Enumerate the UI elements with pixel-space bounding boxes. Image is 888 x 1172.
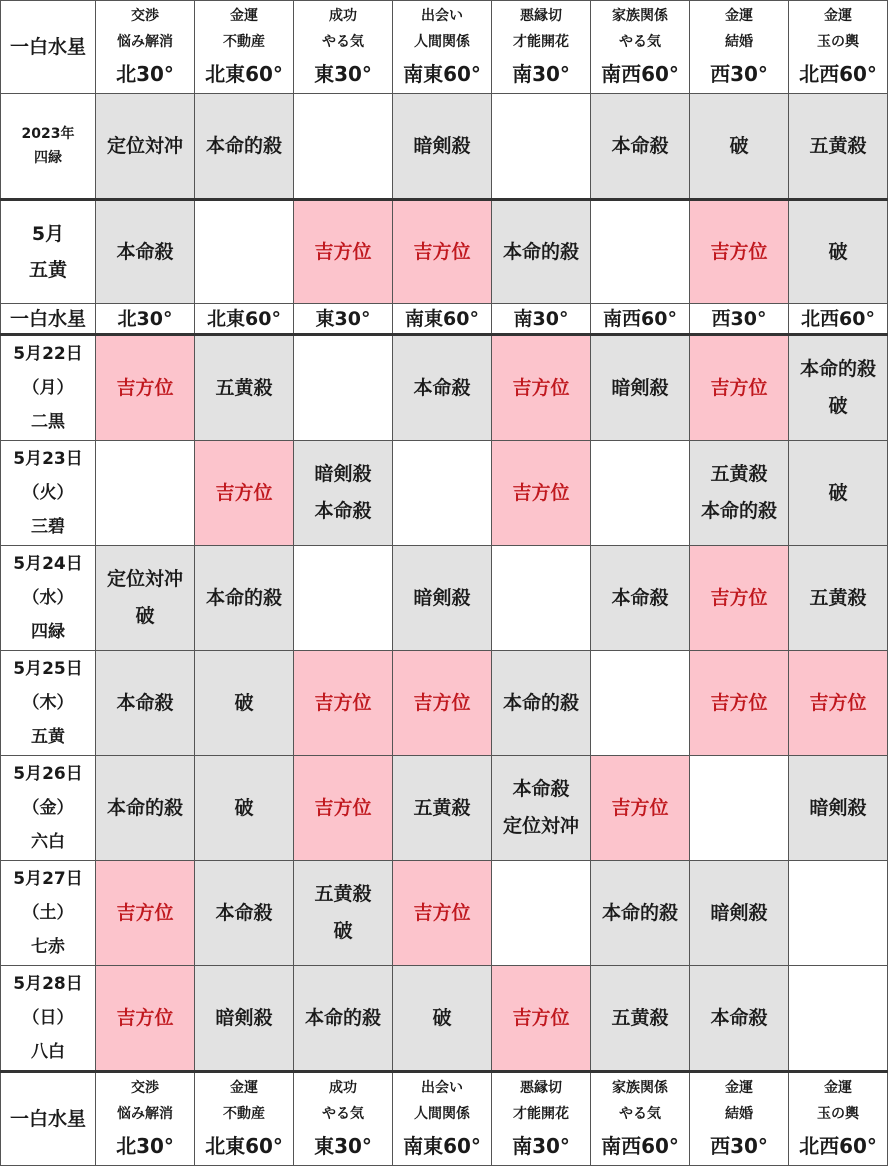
day-cell-text: 五黄殺 bbox=[215, 376, 273, 399]
header-direction: 北西60° bbox=[799, 1134, 877, 1158]
day-date: 5月25日 bbox=[13, 659, 83, 679]
direction-header bbox=[294, 1, 393, 94]
day-weekday: （月） bbox=[22, 378, 74, 398]
header-purpose-sub: 悩み解消 bbox=[117, 34, 173, 50]
day-cell-text: 本命的殺 bbox=[700, 500, 777, 522]
day-cell-text: 本命的殺 bbox=[205, 586, 282, 609]
day-cell-text: 暗剣殺 bbox=[314, 463, 372, 485]
day-cell-text: 吉方位 bbox=[314, 796, 372, 819]
year-cell bbox=[492, 94, 591, 200]
day-cell bbox=[393, 966, 492, 1072]
direction-row-cell: 西30° bbox=[690, 304, 789, 335]
direction-row bbox=[1, 304, 888, 335]
day-star: 五黄 bbox=[31, 727, 65, 747]
day-cell bbox=[195, 441, 294, 546]
month-label bbox=[1, 200, 96, 304]
day-cell bbox=[591, 546, 690, 651]
direction-header bbox=[96, 1, 195, 94]
day-cell bbox=[690, 335, 789, 441]
day-label bbox=[1, 546, 96, 651]
year-label bbox=[1, 94, 96, 200]
day-cell bbox=[492, 966, 591, 1072]
day-cell-text: 暗剣殺 bbox=[413, 586, 471, 609]
direction-row-cell: 北東60° bbox=[195, 304, 294, 335]
day-cell bbox=[195, 861, 294, 966]
day-cell bbox=[96, 861, 195, 966]
header-direction: 東30° bbox=[314, 62, 372, 86]
day-date: 5月23日 bbox=[13, 449, 83, 469]
day-cell bbox=[96, 335, 195, 441]
day-cell bbox=[195, 546, 294, 651]
day-cell-text: 暗剣殺 bbox=[710, 901, 768, 924]
day-cell bbox=[393, 546, 492, 651]
header-purpose: 金運 bbox=[725, 8, 753, 24]
header-purpose-sub: 玉の輿 bbox=[817, 1106, 859, 1122]
direction-header bbox=[195, 1, 294, 94]
day-cell bbox=[492, 546, 591, 651]
header-direction: 南東60° bbox=[403, 62, 481, 86]
direction-header bbox=[690, 1, 789, 94]
direction-row-cell: 南西60° bbox=[591, 304, 690, 335]
day-cell bbox=[96, 966, 195, 1072]
header-purpose: 金運 bbox=[230, 8, 258, 24]
day-cell-text: 本命殺 bbox=[314, 500, 372, 522]
day-row bbox=[1, 651, 888, 756]
day-cell-text: 吉方位 bbox=[710, 691, 768, 714]
day-row bbox=[1, 966, 888, 1072]
direction-row-cell: 北30° bbox=[96, 304, 195, 335]
day-label bbox=[1, 966, 96, 1072]
day-cell-text: 五黄殺 bbox=[314, 883, 372, 905]
day-cell-text: 五黄殺 bbox=[710, 463, 768, 485]
day-cell-text: 吉方位 bbox=[809, 691, 867, 714]
header-purpose: 金運 bbox=[230, 1080, 258, 1096]
day-cell bbox=[195, 651, 294, 756]
day-cell bbox=[393, 861, 492, 966]
day-cell bbox=[294, 441, 393, 546]
header-purpose-sub: やる気 bbox=[322, 1106, 364, 1122]
day-label bbox=[1, 756, 96, 861]
day-cell bbox=[591, 441, 690, 546]
day-weekday: （水） bbox=[22, 588, 74, 608]
month-cell: 破 bbox=[789, 200, 888, 304]
header-direction: 南西60° bbox=[601, 62, 679, 86]
header-direction: 北東60° bbox=[205, 62, 283, 86]
header-purpose: 金運 bbox=[824, 1080, 852, 1096]
day-cell bbox=[492, 756, 591, 861]
header-direction: 南30° bbox=[512, 1134, 570, 1158]
day-date: 5月27日 bbox=[13, 869, 83, 889]
header-purpose-sub: 人間関係 bbox=[414, 1106, 470, 1122]
day-cell-text: 暗剣殺 bbox=[611, 376, 669, 399]
day-cell bbox=[195, 756, 294, 861]
day-label bbox=[1, 335, 96, 441]
year-cell: 破 bbox=[690, 94, 789, 200]
header-direction: 北西60° bbox=[799, 62, 877, 86]
day-star: 七赤 bbox=[31, 937, 65, 957]
header-direction: 北東60° bbox=[205, 1134, 283, 1158]
day-star: 六白 bbox=[31, 832, 65, 852]
header-purpose: 悪縁切 bbox=[520, 8, 562, 24]
day-cell-text: 本命殺 bbox=[215, 901, 273, 924]
day-cell-text: 定位対冲 bbox=[106, 568, 183, 590]
direction-header bbox=[789, 1072, 888, 1166]
day-date: 5月22日 bbox=[13, 344, 83, 364]
day-weekday: （日） bbox=[22, 1008, 74, 1028]
day-cell bbox=[690, 651, 789, 756]
day-cell-text: 吉方位 bbox=[413, 691, 471, 714]
direction-row-star: 一白水星 bbox=[1, 304, 96, 335]
day-cell-text: 破 bbox=[234, 691, 254, 714]
month-cell: 本命的殺 bbox=[492, 200, 591, 304]
day-cell bbox=[690, 441, 789, 546]
day-cell-text: 本命殺 bbox=[710, 1006, 768, 1029]
month-cell: 吉方位 bbox=[690, 200, 789, 304]
day-cell-text: 本命的殺 bbox=[304, 1006, 381, 1029]
year-star: 四緑 bbox=[34, 150, 62, 166]
day-cell-text: 破 bbox=[135, 605, 155, 627]
year-cell: 本命的殺 bbox=[195, 94, 294, 200]
year-cell: 暗剣殺 bbox=[393, 94, 492, 200]
header-purpose: 交渉 bbox=[131, 8, 159, 24]
header-purpose: 成功 bbox=[329, 8, 357, 24]
header-purpose: 成功 bbox=[329, 1080, 357, 1096]
day-cell-text: 吉方位 bbox=[116, 1006, 174, 1029]
header-purpose-sub: 不動産 bbox=[223, 1106, 265, 1122]
footer-header-row bbox=[1, 1072, 888, 1166]
day-cell bbox=[789, 546, 888, 651]
year-row bbox=[1, 94, 888, 200]
header-purpose-sub: 人間関係 bbox=[414, 34, 470, 50]
header-direction: 西30° bbox=[710, 62, 768, 86]
day-cell-text: 本命的殺 bbox=[799, 358, 876, 380]
day-cell bbox=[591, 756, 690, 861]
day-cell bbox=[690, 756, 789, 861]
direction-header bbox=[96, 1072, 195, 1166]
day-cell-text: 本命的殺 bbox=[502, 691, 579, 714]
day-cell bbox=[591, 861, 690, 966]
direction-header bbox=[195, 1072, 294, 1166]
header-purpose-sub: やる気 bbox=[619, 1106, 661, 1122]
header-purpose-sub: 結婚 bbox=[725, 1106, 753, 1122]
direction-header bbox=[294, 1072, 393, 1166]
header-purpose-sub: 才能開花 bbox=[513, 34, 569, 50]
direction-header bbox=[591, 1, 690, 94]
day-cell bbox=[96, 546, 195, 651]
year-cell bbox=[294, 94, 393, 200]
day-cell-text: 本命的殺 bbox=[106, 796, 183, 819]
day-label bbox=[1, 441, 96, 546]
day-cell bbox=[591, 651, 690, 756]
day-cell bbox=[393, 651, 492, 756]
day-star: 二黒 bbox=[31, 412, 65, 432]
direction-header bbox=[492, 1072, 591, 1166]
day-cell bbox=[96, 756, 195, 861]
header-direction: 南西60° bbox=[601, 1134, 679, 1158]
year-cell: 五黄殺 bbox=[789, 94, 888, 200]
header-purpose: 家族関係 bbox=[612, 1080, 668, 1096]
header-purpose: 出会い bbox=[421, 1080, 463, 1096]
day-weekday: （木） bbox=[22, 693, 74, 713]
day-weekday: （金） bbox=[22, 798, 74, 818]
day-cell-text: 破 bbox=[432, 1006, 452, 1029]
day-cell-text: 吉方位 bbox=[512, 1006, 570, 1029]
header-purpose: 金運 bbox=[824, 8, 852, 24]
direction-row-cell: 北西60° bbox=[789, 304, 888, 335]
day-cell-text: 本命殺 bbox=[512, 778, 570, 800]
day-row bbox=[1, 335, 888, 441]
header-row bbox=[1, 1, 888, 94]
direction-row-cell: 東30° bbox=[294, 304, 393, 335]
day-cell bbox=[492, 441, 591, 546]
month-cell bbox=[591, 200, 690, 304]
day-cell bbox=[393, 335, 492, 441]
day-cell-text: 本命殺 bbox=[413, 376, 471, 399]
day-row bbox=[1, 756, 888, 861]
day-cell bbox=[690, 546, 789, 651]
month-cell: 本命殺 bbox=[96, 200, 195, 304]
header-purpose-sub: 玉の輿 bbox=[817, 34, 859, 50]
day-cell-text: 吉方位 bbox=[116, 376, 174, 399]
day-weekday: （土） bbox=[22, 903, 74, 923]
day-cell-text: 吉方位 bbox=[512, 481, 570, 504]
day-cell bbox=[789, 756, 888, 861]
day-cell bbox=[690, 861, 789, 966]
day-star: 三碧 bbox=[31, 517, 65, 537]
header-purpose: 金運 bbox=[725, 1080, 753, 1096]
year-cell: 定位対冲 bbox=[96, 94, 195, 200]
year-number: 2023年 bbox=[21, 126, 75, 142]
direction-header bbox=[591, 1072, 690, 1166]
day-cell bbox=[789, 651, 888, 756]
day-cell-text: 吉方位 bbox=[116, 901, 174, 924]
direction-row-cell: 南30° bbox=[492, 304, 591, 335]
day-cell bbox=[96, 441, 195, 546]
star-label: 一白水星 bbox=[1, 1, 96, 94]
direction-header bbox=[492, 1, 591, 94]
day-cell-text: 本命的殺 bbox=[601, 901, 678, 924]
header-purpose-sub: 結婚 bbox=[725, 34, 753, 50]
header-direction: 東30° bbox=[314, 1134, 372, 1158]
day-cell-text: 本命殺 bbox=[611, 586, 669, 609]
day-cell bbox=[393, 756, 492, 861]
direction-header bbox=[690, 1072, 789, 1166]
header-purpose-sub: 才能開花 bbox=[513, 1106, 569, 1122]
day-cell bbox=[492, 335, 591, 441]
day-cell-text: 破 bbox=[234, 796, 254, 819]
day-date: 5月26日 bbox=[13, 764, 83, 784]
day-cell-text: 破 bbox=[828, 395, 848, 417]
day-cell-text: 破 bbox=[828, 481, 848, 504]
month-cell bbox=[195, 200, 294, 304]
day-cell bbox=[591, 966, 690, 1072]
star-label: 一白水星 bbox=[1, 1072, 96, 1166]
day-weekday: （火） bbox=[22, 483, 74, 503]
day-cell-text: 五黄殺 bbox=[809, 586, 867, 609]
day-cell-text: 吉方位 bbox=[611, 796, 669, 819]
header-purpose: 出会い bbox=[421, 8, 463, 24]
direction-header bbox=[789, 1, 888, 94]
day-cell bbox=[789, 966, 888, 1072]
day-cell bbox=[294, 756, 393, 861]
day-cell-text: 暗剣殺 bbox=[215, 1006, 273, 1029]
day-cell bbox=[294, 651, 393, 756]
day-cell bbox=[294, 546, 393, 651]
day-cell bbox=[690, 966, 789, 1072]
day-date: 5月24日 bbox=[13, 554, 83, 574]
day-cell-text: 吉方位 bbox=[512, 376, 570, 399]
header-direction: 南30° bbox=[512, 62, 570, 86]
day-cell bbox=[294, 966, 393, 1072]
day-row bbox=[1, 441, 888, 546]
day-cell bbox=[789, 861, 888, 966]
month-star: 五黄 bbox=[28, 259, 67, 281]
month-number: 5月 bbox=[31, 223, 65, 245]
header-purpose-sub: やる気 bbox=[322, 34, 364, 50]
day-cell bbox=[294, 861, 393, 966]
month-cell: 吉方位 bbox=[294, 200, 393, 304]
day-cell bbox=[789, 335, 888, 441]
direction-header bbox=[393, 1072, 492, 1166]
header-purpose: 交渉 bbox=[131, 1080, 159, 1096]
header-purpose-sub: やる気 bbox=[619, 34, 661, 50]
day-cell-text: 破 bbox=[333, 920, 353, 942]
day-cell bbox=[393, 441, 492, 546]
day-cell bbox=[294, 335, 393, 441]
day-cell-text: 五黄殺 bbox=[611, 1006, 669, 1029]
day-label bbox=[1, 861, 96, 966]
day-cell-text: 吉方位 bbox=[710, 376, 768, 399]
header-direction: 西30° bbox=[710, 1134, 768, 1158]
day-cell-text: 暗剣殺 bbox=[809, 796, 867, 819]
day-cell bbox=[492, 861, 591, 966]
header-purpose-sub: 不動産 bbox=[223, 34, 265, 50]
day-cell bbox=[591, 335, 690, 441]
day-row bbox=[1, 546, 888, 651]
day-star: 四緑 bbox=[31, 622, 65, 642]
day-cell-text: 吉方位 bbox=[413, 901, 471, 924]
day-cell bbox=[789, 441, 888, 546]
day-date: 5月28日 bbox=[13, 974, 83, 994]
month-cell: 吉方位 bbox=[393, 200, 492, 304]
header-purpose-sub: 悩み解消 bbox=[117, 1106, 173, 1122]
day-row bbox=[1, 861, 888, 966]
day-cell-text: 本命殺 bbox=[116, 691, 174, 714]
day-cell-text: 五黄殺 bbox=[413, 796, 471, 819]
header-direction: 北30° bbox=[116, 1134, 174, 1158]
day-label bbox=[1, 651, 96, 756]
day-cell-text: 定位対冲 bbox=[502, 815, 579, 837]
day-cell-text: 吉方位 bbox=[710, 586, 768, 609]
day-cell bbox=[195, 335, 294, 441]
header-purpose: 悪縁切 bbox=[520, 1080, 562, 1096]
day-cell-text: 吉方位 bbox=[314, 691, 372, 714]
year-cell: 本命殺 bbox=[591, 94, 690, 200]
header-purpose: 家族関係 bbox=[612, 8, 668, 24]
day-cell bbox=[96, 651, 195, 756]
header-direction: 南東60° bbox=[403, 1134, 481, 1158]
direction-header bbox=[393, 1, 492, 94]
day-cell-text: 吉方位 bbox=[215, 481, 273, 504]
day-star: 八白 bbox=[31, 1042, 65, 1062]
day-cell bbox=[492, 651, 591, 756]
day-cell bbox=[195, 966, 294, 1072]
direction-row-cell: 南東60° bbox=[393, 304, 492, 335]
header-direction: 北30° bbox=[116, 62, 174, 86]
month-row bbox=[1, 200, 888, 304]
